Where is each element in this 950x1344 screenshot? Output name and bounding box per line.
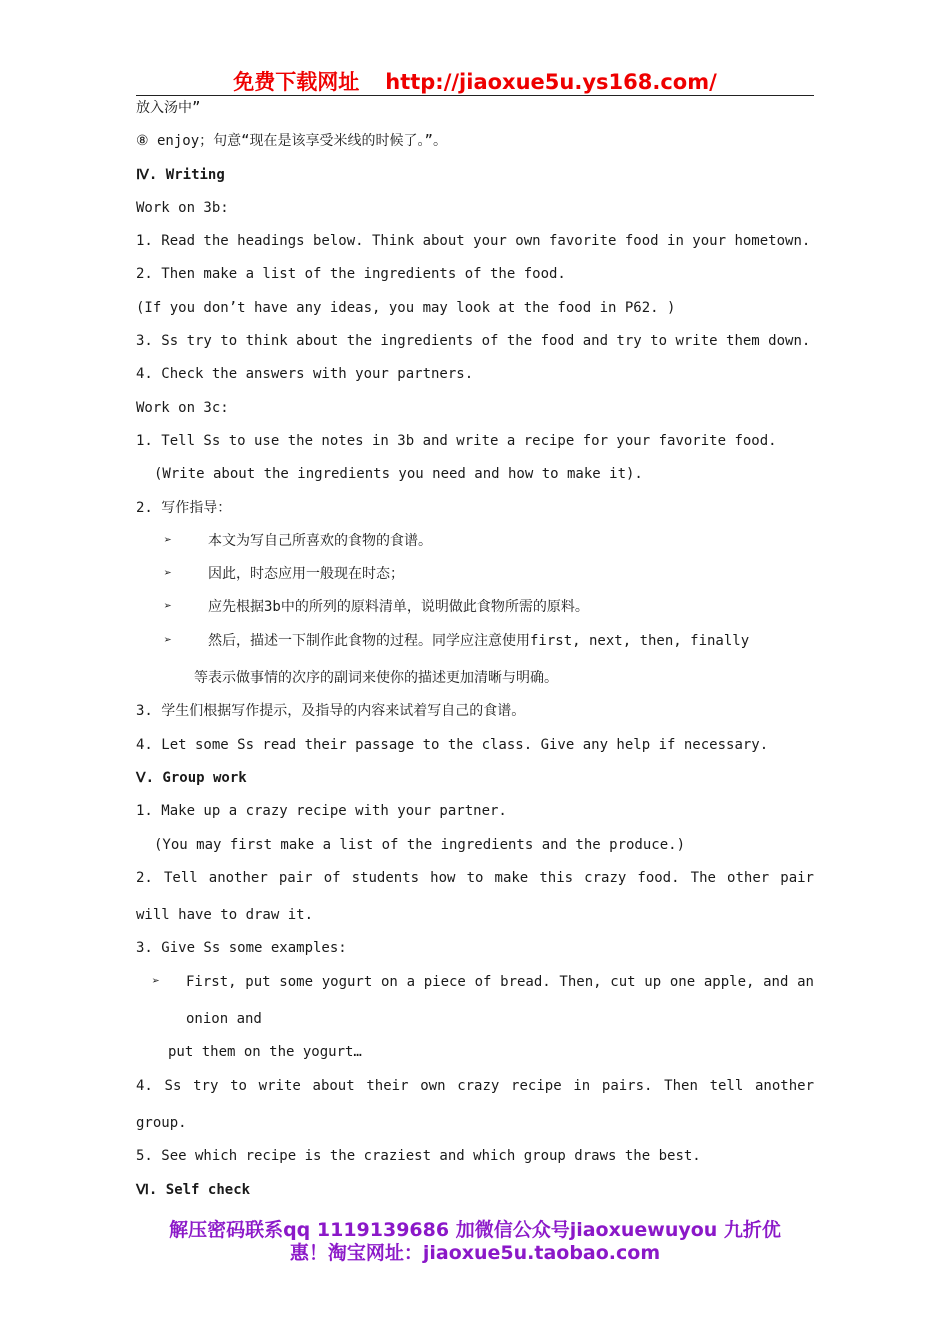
writing-tip-text: 应先根据3b中的所列的原料清单，说明做此食物所需的原料。 [208, 599, 589, 616]
header-divider [136, 95, 814, 96]
subheading-3b: Work on 3b: [136, 199, 229, 216]
section-heading-self-check: Ⅵ. Self check [136, 1181, 251, 1198]
text-line: 1. Make up a crazy recipe with your partner. [136, 803, 507, 820]
arrow-bullet-icon: ➢ [164, 599, 172, 615]
footer-line-1: 解压密码联系qq 1119139686 加微信公众号jiaoxuewuyou 九折优 [169, 1219, 781, 1241]
text-line: group. [136, 1114, 187, 1131]
text-line: 2. Then make a list of the ingredients of the food. [136, 266, 566, 283]
download-url-link[interactable]: http://jiaoxue5u.ys168.com/ [385, 70, 717, 94]
writing-tip-item [136, 564, 814, 584]
download-banner [136, 66, 814, 96]
writing-tip-item [136, 531, 814, 551]
download-label: 免费下载网址 [233, 70, 360, 94]
text-line: 5. See which recipe is the craziest and which group draws the best. [136, 1148, 701, 1165]
text-line: (You may first make a list of the ingredients and the produce.) [154, 836, 686, 853]
writing-tip-item [136, 631, 814, 651]
text-line: will have to draw it. [136, 907, 314, 924]
text-line: (If you don’t have any ideas, you may look at the food in P62. ) [136, 299, 676, 316]
section-heading-writing: Ⅳ. Writing [136, 166, 225, 183]
text-line: 3. Ss try to think about the ingredients of the food and try to write them down. [136, 333, 811, 350]
document-body [136, 98, 814, 1213]
text-line: 2. Tell another pair of students how to make this crazy food. The other pair [136, 869, 814, 886]
example-text: First, put some yogurt on a piece of bread. Then, cut up one apple, and an [186, 973, 814, 990]
text-line: 4. Let some Ss read their passage to the class. Give any help if necessary. [136, 736, 769, 753]
text-line: 2. 写作指导： [136, 499, 232, 516]
writing-tip-item [136, 597, 814, 617]
text-line: 4. Check the answers with your partners. [136, 366, 474, 383]
text-line: 放入汤中” [136, 100, 201, 116]
arrow-bullet-icon: ➢ [164, 532, 172, 548]
text-line: 3. 学生们根据写作提示，及指导的内容来试着写自己的食谱。 [136, 703, 526, 720]
example-item [136, 972, 814, 992]
arrow-bullet-icon: ➢ [164, 632, 172, 648]
text-line: 1. Tell Ss to use the notes in 3b and write a recipe for your favorite food. [136, 432, 777, 449]
arrow-bullet-icon: ➢ [164, 566, 172, 582]
text-line: 4. Ss try to write about their own crazy recipe in pairs. Then tell another [136, 1077, 814, 1094]
writing-tip-text: 然后，描述一下制作此食物的过程。同学应注意使用first, next, then, finally [208, 632, 750, 649]
text-line: 3. Give Ss some examples: [136, 940, 347, 957]
example-continuation: onion and [186, 1011, 262, 1028]
section-heading-group-work: Ⅴ. Group work [136, 769, 247, 786]
text-line: 1. Read the headings below. Think about your own favorite food in your hometown. [136, 233, 811, 250]
text-line: (Write about the ingredients you need and how to make it). [154, 466, 643, 483]
arrow-bullet-icon: ➢ [152, 973, 160, 989]
writing-tip-text: 因此，时态应用一般现在时态； [208, 566, 404, 583]
writing-tip-text: 本文为写自己所喜欢的食物的食谱。 [208, 532, 432, 549]
contact-footer [136, 1219, 814, 1265]
subheading-3c: Work on 3c: [136, 399, 229, 416]
text-line: ⑧ enjoy；句意“现在是该享受米线的时候了。”。 [136, 133, 447, 150]
example-continuation: put them on the yogurt… [168, 1044, 362, 1061]
writing-tip-continuation: 等表示做事情的次序的副词来使你的描述更加清晰与明确。 [194, 670, 558, 687]
footer-line-2: 惠！淘宝网址：jiaoxue5u.taobao.com [289, 1242, 661, 1264]
